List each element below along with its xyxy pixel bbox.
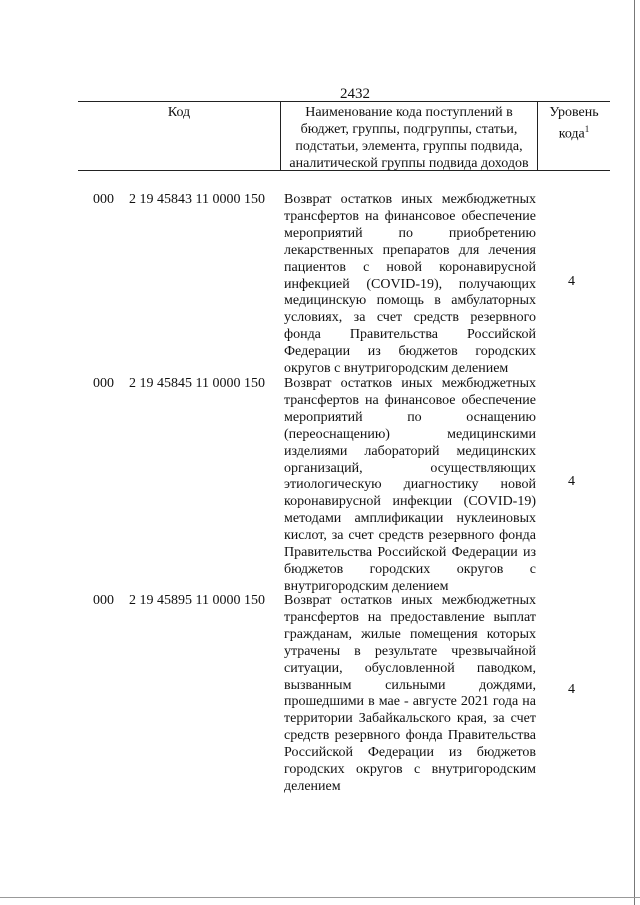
row-income-name: Возврат остатков иных межбюджетных трансфертов на финансовое обеспечение мероприятий по оснащению (переоснащению) медицинскими изделиями лабораторий медицинских организаций, осуществляющих этиологическую диагностику новой коронавирусной инфекции (COVID-19) методами амплификации нуклеиновых кислот, за счет средств резервного фонда Правительства Российской Федерации из бюджетов городских округов с внутригородским делением — [284, 376, 536, 594]
table-header — [78, 101, 610, 171]
row-admin-code: 000 — [93, 376, 114, 391]
page-edge-right — [634, 0, 635, 905]
header-name: Наименование кода поступлений в бюджет, группы, подгруппы, статьи, подстатьи, элемента, группы подвида, аналитической группы подвида доходов — [280, 102, 538, 170]
header-code: Код — [167, 105, 191, 120]
header-level-label: Уровень кода — [549, 105, 599, 142]
page-number: 2432 — [340, 86, 370, 102]
row-admin-code: 000 — [93, 192, 114, 207]
row-income-name: Возврат остатков иных межбюджетных трансфертов на предоставление выплат гражданам, жилые помещения которых утрачены в результате чрезвычайной ситуации, обусловленной паводком, вызванным сильными дождями, прошедшими в мае - августе 2021 года на территории Забайкальского края, за счет средств резервного фонда Правительства Российской Федерации из бюджетов городских округов с внутригородским делением — [284, 593, 536, 794]
row-level: 4 — [568, 682, 575, 697]
row-income-code: 2 19 45895 11 0000 150 — [129, 593, 265, 608]
page-edge-bottom — [0, 897, 640, 898]
row-income-name: Возврат остатков иных межбюджетных трансфертов на финансовое обеспечение мероприятий по приобретению лекарственных препаратов для лечения пациентов с новой коронавирусной инфекцией (COVID-19), получающих медицинскую помощь в амбулаторных условиях, за счет средств резервного фонда Правительства Российской Федерации из бюджетов городских округов с внутригородским делением — [284, 192, 536, 377]
row-level: 4 — [568, 474, 575, 489]
row-level: 4 — [568, 274, 575, 289]
row-income-code: 2 19 45843 11 0000 150 — [129, 192, 265, 207]
row-income-code: 2 19 45845 11 0000 150 — [129, 376, 265, 391]
row-admin-code: 000 — [93, 593, 114, 608]
header-level — [538, 102, 610, 170]
header-level-footnote: 1 — [584, 124, 590, 134]
